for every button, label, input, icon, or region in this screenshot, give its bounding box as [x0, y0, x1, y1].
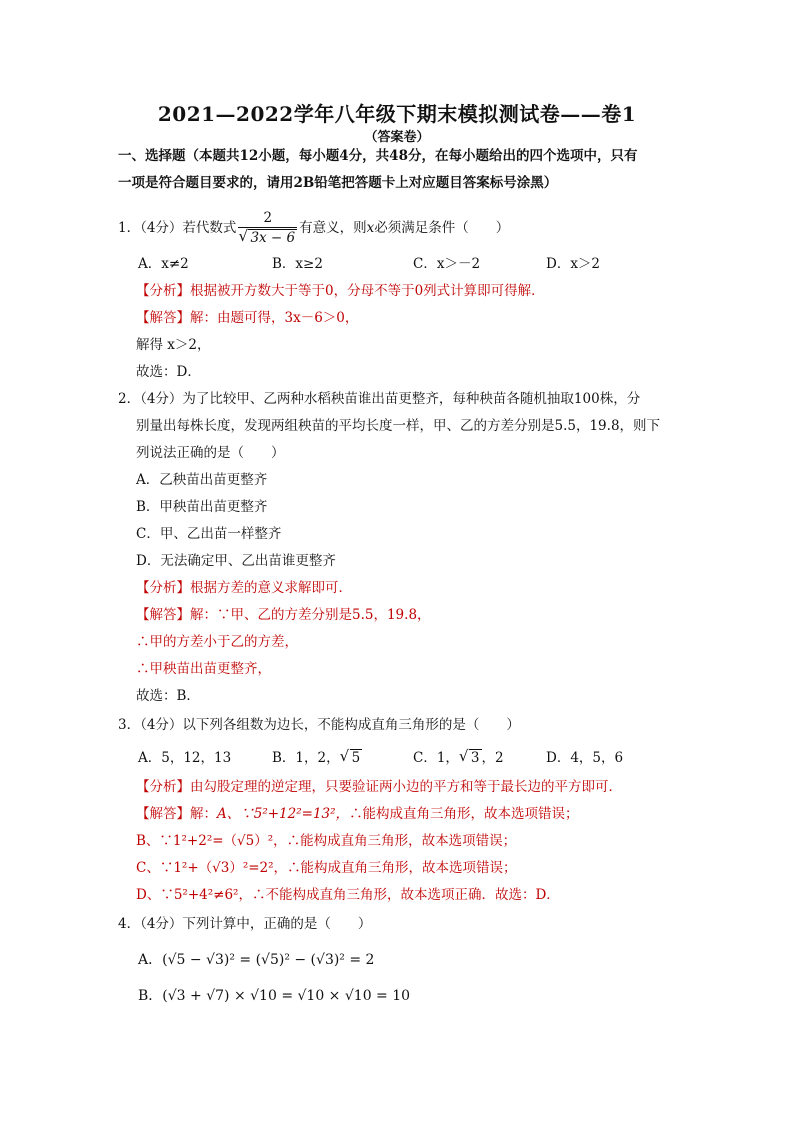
q3-answer-c-cond: C、∵1²+（√3）²=2²，: [136, 860, 288, 876]
q3-answer-b-result: ∴能构成直角三角形，故本选项错误；: [286, 833, 517, 849]
q3-option-d: D．4，5，6: [546, 750, 624, 766]
analysis-tag: 【分析】: [136, 580, 190, 596]
q3-option-c-prefix: C．1，: [413, 750, 459, 766]
q3-answer-a-cond: A、∵5²+12²=13²，: [217, 806, 350, 822]
q1-fraction: [238, 209, 297, 248]
q2-stem-line-1: 2．（4分）为了比较甲、乙两种水稻秧苗谁出苗更整齐，每种秧苗各随机抽取100株，分: [118, 391, 641, 407]
q2-analysis: [136, 578, 352, 598]
q3-stem: 3．（4分）以下列各组数为边长，不能构成直角三角形的是（ ）: [118, 717, 520, 733]
sqrt-icon: √: [458, 747, 469, 765]
section-heading-line-1: 一、选择题（本题共12小题，每小题4分，共48分，在每小题给出的四个选项中，只有: [118, 148, 638, 164]
q1-suffix2: 必须满足条件（ ）: [374, 220, 510, 236]
q1-stem: [118, 208, 509, 248]
q3-answer-d-result: ∴不能构成直角三角形，故本选项正确．故选：D．: [251, 887, 560, 903]
q3-option-a: A．5，12，13: [138, 750, 232, 766]
section-heading-line-2: 一项是符合题目要求的，请用2B铅笔把答题卡上对应题目答案标号涂黑）: [118, 175, 558, 191]
q2-stem-line-2: 别量出每株长度，发现两组秧苗的平均长度一样，甲、乙的方差分别是5.5，19.8，则下: [136, 418, 661, 434]
q1-answer-line-2: 解得 x＞2，: [136, 337, 211, 353]
q1-analysis-text: 根据被开方数大于等于0，分母不等于0列式计算即可得解．: [190, 283, 545, 299]
q3-option-c-suffix: ，2: [481, 750, 504, 766]
q1-prefix: 1．（4分）若代数式: [118, 220, 237, 236]
q1-frac-num: 2: [238, 209, 297, 228]
q1-answer-lead: 解：由题可得，: [190, 310, 285, 326]
q4-option-b: B．(√3 + √7) × √10 = √10 × √10 = 10: [138, 988, 411, 1004]
q1-answer-red: 3x－6＞0，: [284, 310, 359, 326]
sqrt-icon: √: [238, 227, 248, 245]
q3-answer-a: [136, 804, 579, 824]
q3-answer-c-result: ∴能构成直角三角形，故本选项错误；: [287, 860, 517, 876]
q2-option-d: D．无法确定甲、乙出苗谁更整齐: [136, 553, 336, 569]
q2-answer-lead: 解：∵甲、乙的方差分别是: [190, 607, 352, 623]
q1-option-a: A．x≠2: [138, 256, 189, 272]
q3-analysis-text: 由勾股定理的逆定理，只要验证两小边的平方和等于最长边的平方即可．: [190, 779, 622, 795]
answer-tag: 【解答】: [136, 607, 190, 623]
q3-answer-d-cond: D、∵5²+4²≠6²，: [136, 887, 252, 903]
q3-answer-c: [136, 858, 517, 878]
q1-option-c: C．x＞－2: [413, 256, 481, 272]
page-subtitle: （答案卷）: [364, 130, 430, 145]
q3-answer-d: [136, 885, 560, 905]
q1-frac-den: 3x − 6: [250, 230, 296, 246]
q3-option-b-radicand: 5: [351, 750, 361, 766]
q2-option-b: B．甲秧苗出苗更整齐: [136, 499, 268, 515]
answer-tag: 【解答】: [136, 806, 190, 822]
q1-suffix: 有意义，则: [299, 220, 367, 236]
sqrt-icon: √: [339, 747, 350, 765]
q1-var: x: [366, 220, 375, 236]
q1-option-d: D．x＞2: [546, 256, 601, 272]
q3-option-b: [272, 748, 362, 768]
page-title: 2021—2022学年八年级下期末模拟测试卷——卷1: [157, 102, 637, 126]
analysis-tag: 【分析】: [136, 779, 190, 795]
analysis-tag: 【分析】: [136, 283, 190, 299]
q4-stem: 4．（4分）下列计算中，正确的是（ ）: [118, 916, 372, 932]
q2-answer-line-4: 故选：B．: [136, 688, 200, 704]
q3-answer-lead: 解：: [190, 806, 217, 822]
q4-option-a: A．(√5 − √3)² = (√5)² − (√3)² = 2: [138, 952, 375, 968]
q2-answer-line-2: ∴甲的方差小于乙的方差，: [136, 634, 298, 650]
q3-answer-a-result: ∴能构成直角三角形，故本选项错误；: [349, 806, 579, 822]
answer-tag: 【解答】: [136, 310, 190, 326]
q1-answer-line-3: 故选：D．: [136, 364, 201, 380]
q2-answer-red: 5.5，19.8，: [352, 607, 431, 623]
q2-option-a: A．乙秧苗出苗更整齐: [136, 472, 268, 488]
q3-analysis: [136, 777, 622, 797]
q2-answer-line-3: ∴甲秧苗出苗更整齐，: [136, 661, 271, 677]
q2-analysis-text: 根据方差的意义求解即可．: [190, 580, 352, 596]
q3-answer-b-cond: B、∵1²+2²=（√5）²，: [136, 833, 287, 849]
q1-analysis: [136, 281, 545, 301]
q3-option-b-prefix: B．1，2，: [272, 750, 340, 766]
q3-option-c-radicand: 3: [470, 750, 480, 766]
q3-option-c: [413, 748, 504, 768]
q2-answer: [136, 605, 431, 625]
q2-stem-line-3: 列说法正确的是（ ）: [136, 445, 285, 461]
q1-option-b: B．x≥2: [272, 256, 323, 272]
q3-answer-b: [136, 831, 516, 851]
q1-answer: [136, 308, 358, 328]
q2-option-c: C．甲、乙出苗一样整齐: [136, 526, 282, 542]
